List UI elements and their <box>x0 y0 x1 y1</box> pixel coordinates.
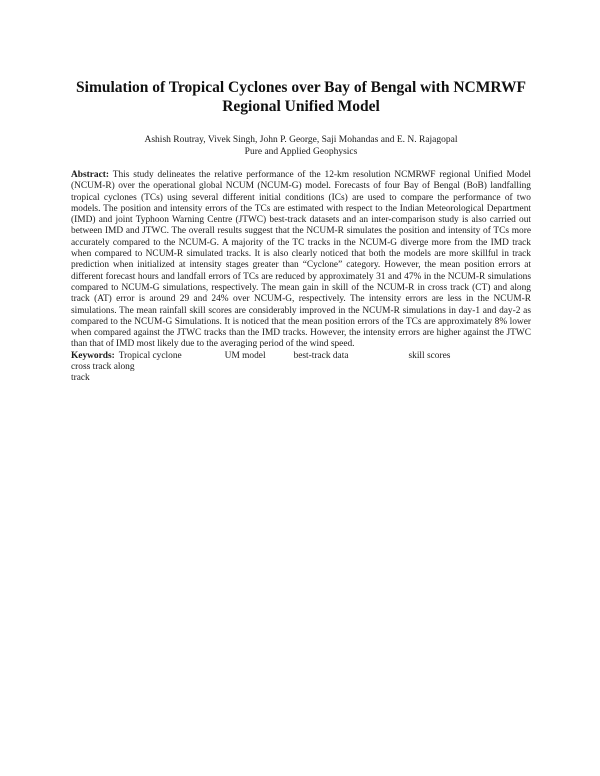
keyword-item: UM model <box>224 350 266 361</box>
paper-title: Simulation of Tropical Cyclones over Bay of Bengal with NCMRWF Regional Unified Model <box>76 79 526 115</box>
keywords-section <box>71 351 531 385</box>
keyword-item: Tropical cyclone <box>118 350 182 361</box>
keyword-item: best-track data <box>293 350 349 361</box>
abstract-label: Abstract: <box>71 170 110 180</box>
abstract-text: This study delineates the relative performance of the 12-km resolution NCMRWF regional Unified Model (NCUM-R) over the operational global NCUM (NCUM-G) model. Forecasts of four Bay of Bengal (BoB) landfalling tropical cyclones (TCs) using several different initial conditions (ICs) are used to compare the performance of two models. The position and intensity errors of the TCs are estimated with respect to the Indian Meteorological Department (IMD) and joint Typhoon Warning Centre (JTWC) best-track datasets and an inter-comparison study is also carried out between IMD and JTWC. The overall results suggest that the NCUM-R simulates the position and intensity of TCs more accurately compared to the NCUM-G. A majority of the TC tracks in the NCUM-G diverge more from the IMD track when compared to NCUM-R simulated tracks. It is also clearly noticed that both the models are more skillful in track prediction when initialized at intensity stages greater than “Cyclone” category. However, the mean position errors at different forecast hours and landfall errors of TCs are reduced by approximately 31 and 47% in the NCUM-R simulations compared to NCUM-G simulations, respectively. The mean gain in skill of the NCUM-R in cross track (CT) and along track (AT) error is around 29 and 24% over NCUM-G, respectively. The intensity errors are less in the NCUM-R simulations. The mean rainfall skill scores are considerably improved in the NCUM-R simulations in day-1 and day-2 as compared to the NCUM-G Simulations. It is noticed that the mean position errors of the TCs are approximately 8% lower when compared against the JTWC tracks than the IMD tracks. However, the intensity errors are higher against the JTWC than that of IMD most likely due to the averaging period of the wind speed. <box>71 170 531 350</box>
keyword-continuation: track <box>71 373 90 384</box>
journal-name: Pure and Applied Geophysics <box>244 147 358 157</box>
keyword-item: skill scores <box>408 350 451 361</box>
author-list: Ashish Routray, Vivek Singh, John P. George, Saji Mohandas and E. N. Rajagopal <box>144 135 458 145</box>
keyword-item: cross track along <box>71 362 135 373</box>
abstract-paragraph <box>71 170 531 351</box>
keywords-label: Keywords: <box>71 350 115 361</box>
paper-page <box>71 78 531 385</box>
